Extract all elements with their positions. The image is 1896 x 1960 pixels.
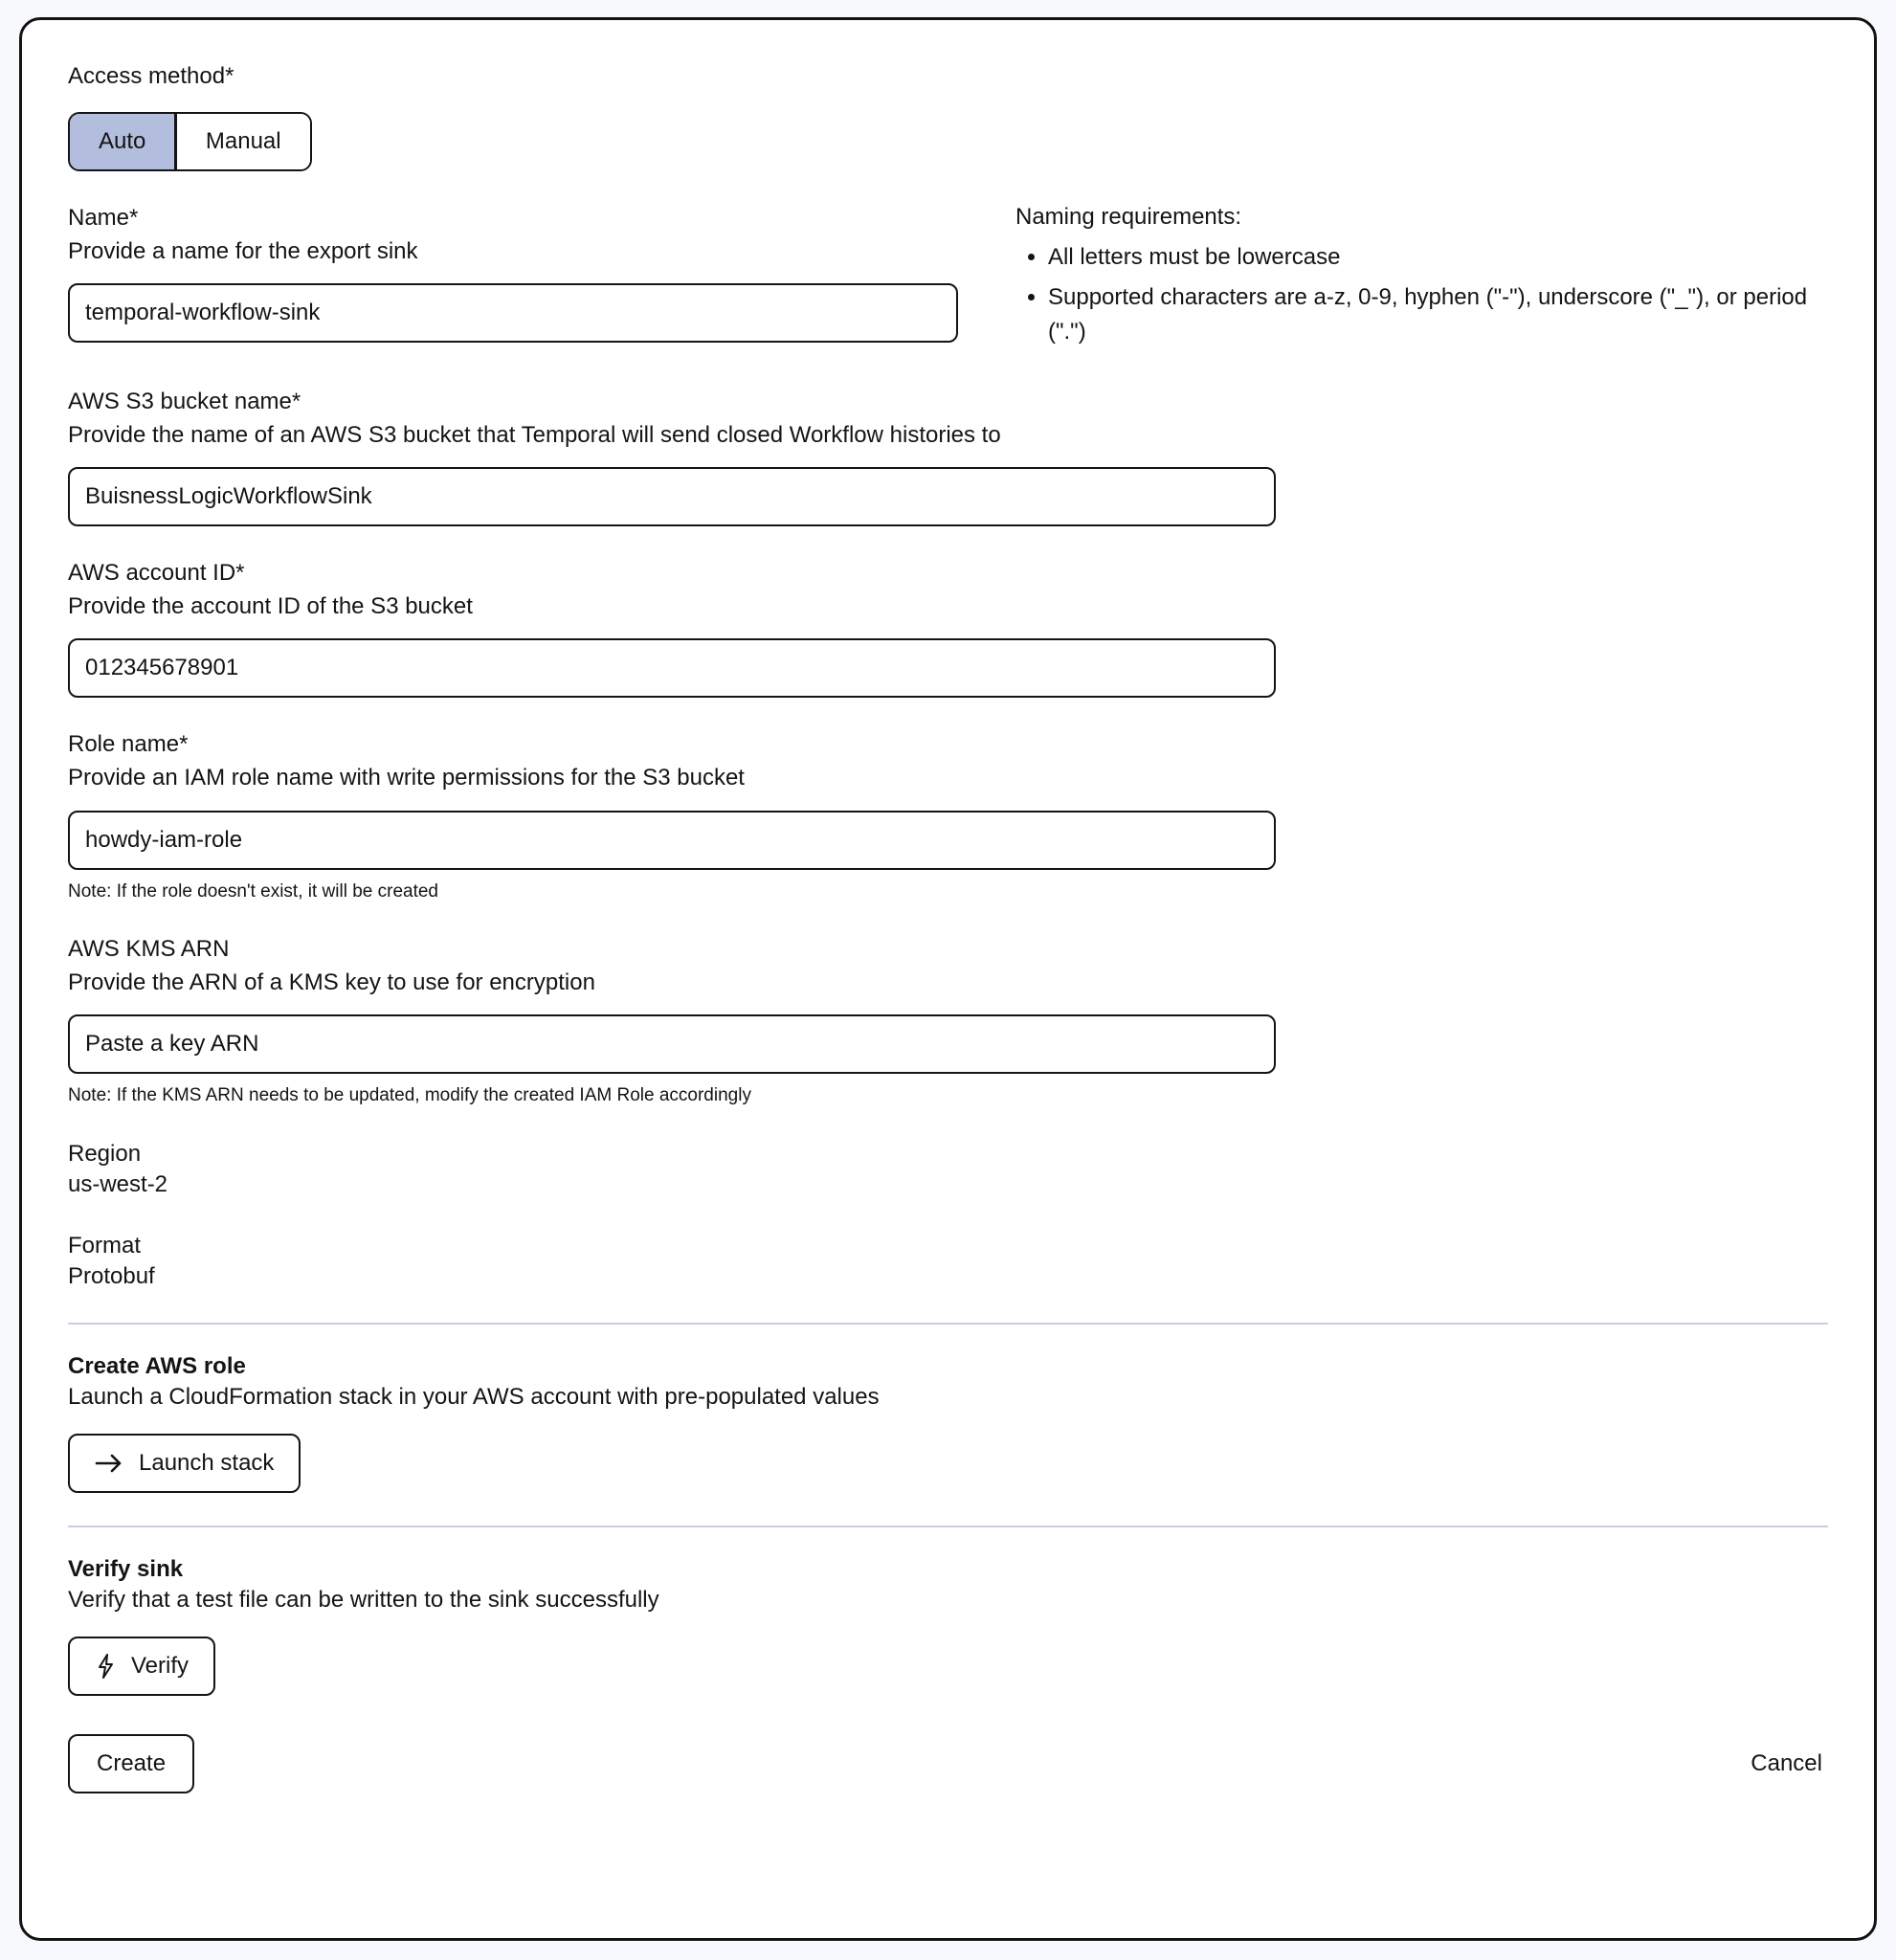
name-and-requirements-row [68,204,1828,355]
form-footer [68,1734,1828,1793]
naming-requirements-list [1015,240,1828,349]
divider-verify-sink [68,1526,1828,1527]
role-name-field-group [68,730,1828,902]
format-value: Protobuf [68,1262,155,1289]
kms-arn-label: AWS KMS ARN [68,935,230,962]
kms-arn-description: Provide the ARN of a KMS key to use for encryption [68,969,595,995]
account-id-input[interactable] [68,638,1276,698]
verify-sink-description: Verify that a test file can be written to the sink successfully [68,1586,659,1613]
launch-stack-label: Launch stack [139,1449,275,1476]
role-name-input[interactable] [68,811,1276,870]
bucket-field-group [68,388,1828,526]
lightning-icon [95,1653,116,1680]
export-sink-form-card [19,17,1877,1941]
name-input[interactable] [68,283,958,343]
verify-sink-title: Verify sink [68,1555,184,1582]
naming-requirements [1015,204,1828,355]
naming-requirements-title: Naming requirements: [1015,204,1242,230]
role-name-label: Role name* [68,731,189,758]
create-button[interactable]: Create [68,1734,194,1793]
divider-create-role [68,1323,1828,1325]
region-value: us-west-2 [68,1170,168,1197]
format-label: Format [68,1232,142,1258]
bucket-description: Provide the name of an AWS S3 bucket that Temporal will send closed Workflow histories to [68,422,1001,448]
naming-requirement-item: • Supported characters are a-z, 0-9, hyphen ("-"), underscore ("_"), or period (".") [1048,280,1828,349]
naming-requirement-item: • All letters must be lowercase [1048,240,1828,275]
name-label: Name* [68,205,139,231]
create-aws-role-description: Launch a CloudFormation stack in your AWS account with pre-populated values [68,1383,880,1410]
account-id-field-group [68,559,1828,698]
access-method-toggle[interactable] [68,112,312,171]
region-label: Region [68,1140,142,1167]
arrow-right-icon [95,1453,123,1474]
region-block [68,1141,1828,1198]
verify-label: Verify [131,1652,190,1679]
bucket-input[interactable] [68,467,1276,526]
kms-arn-field-group [68,935,1828,1106]
access-method-label: Access method* [68,63,234,89]
bucket-label: AWS S3 bucket name* [68,389,301,414]
kms-arn-note: Note: If the KMS ARN needs to be updated, modify the created IAM Role accordingly [68,1084,751,1105]
role-name-description: Provide an IAM role name with write permissions for the S3 bucket [68,765,745,791]
access-method-group [68,62,1828,171]
create-aws-role-title: Create AWS role [68,1352,246,1379]
cancel-button[interactable]: Cancel [1745,1750,1828,1777]
kms-arn-input[interactable] [68,1014,1276,1074]
verify-sink-section [68,1556,1828,1696]
launch-stack-button[interactable] [68,1434,301,1493]
create-aws-role-section [68,1353,1828,1493]
format-block [68,1233,1828,1290]
name-field-group [68,204,987,343]
verify-button[interactable] [68,1637,215,1696]
access-method-option-manual[interactable]: Manual [177,114,310,169]
name-description: Provide a name for the export sink [68,238,418,264]
access-method-option-auto[interactable]: Auto [70,114,174,169]
account-id-label: AWS account ID* [68,560,245,587]
role-name-note: Note: If the role doesn't exist, it will be created [68,880,438,902]
account-id-description: Provide the account ID of the S3 bucket [68,593,473,620]
